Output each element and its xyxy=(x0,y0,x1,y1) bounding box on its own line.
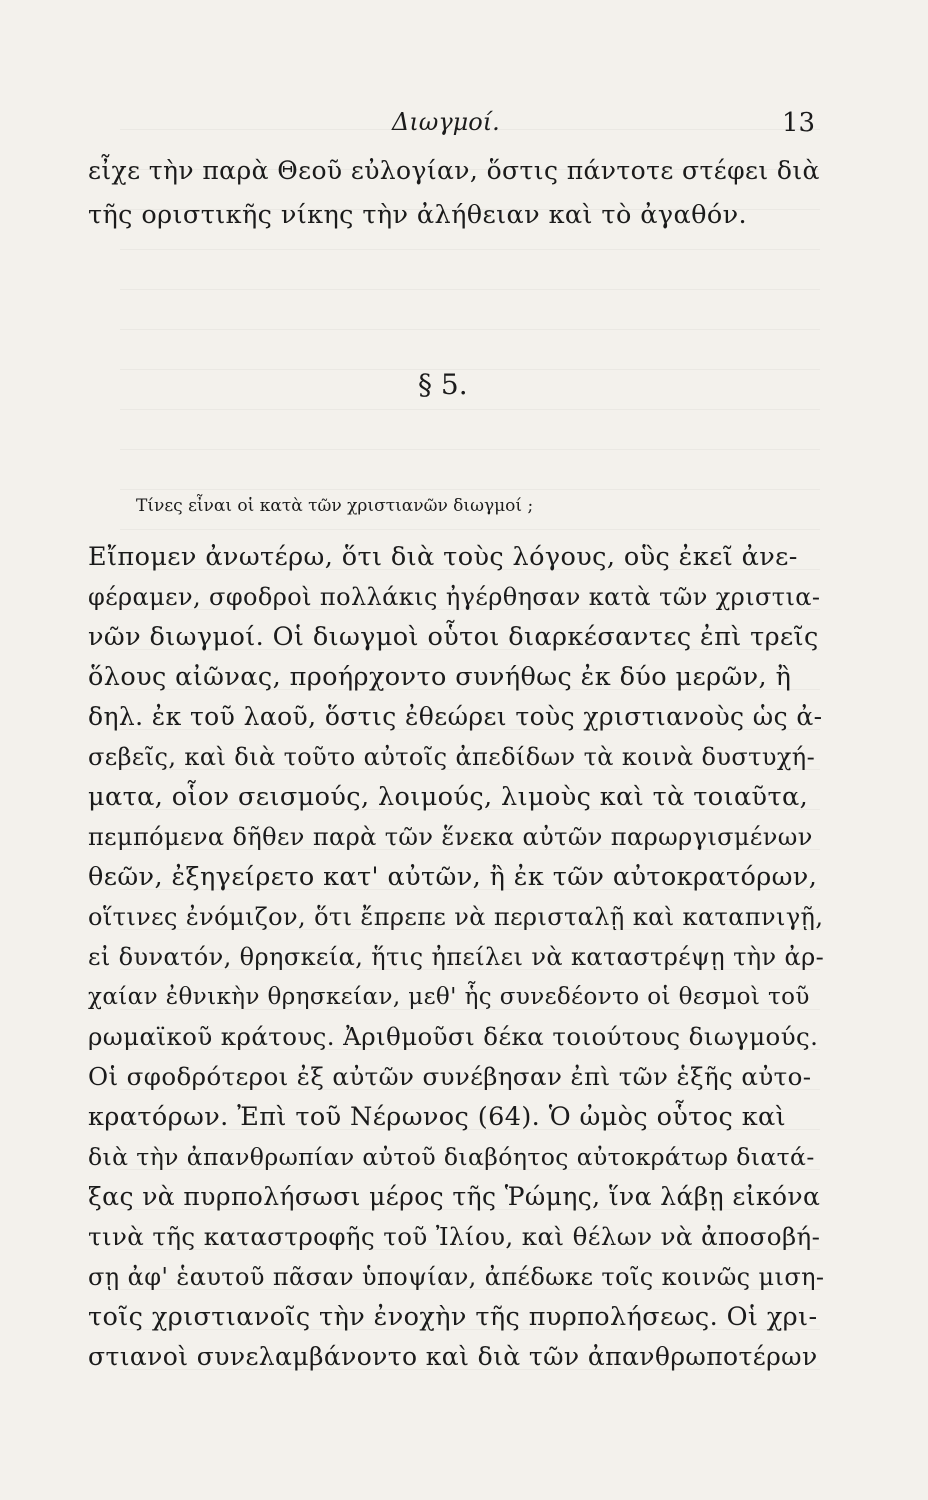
body-line: πεμπόμενα δῆθεν παρὰ τῶν ἕνεκα αὐτῶν παρωργισμένων xyxy=(88,823,813,851)
body-line: Εἴπομεν ἀνωτέρω, ὅτι διὰ τοὺς λόγους, οὓς ἐκεῖ ἀνε- xyxy=(88,542,798,572)
body-line: τινὰ τῆς καταστροφῆς τοῦ Ἰλίου, καὶ θέλων νὰ ἀποσοβή- xyxy=(88,1222,821,1251)
body-line: ξας νὰ πυρπολήσωσι μέρος τῆς Ῥώμης, ἵνα λάβῃ εἰκόνα xyxy=(88,1182,821,1211)
body-line: τοῖς χριστιανοῖς τὴν ἐνοχὴν τῆς πυρπολήσεως. Οἱ χρι- xyxy=(88,1302,818,1332)
body-line: οἵτινες ἐνόμιζον, ὅτι ἔπρεπε νὰ περισταλῇ καὶ καταπνιγῇ, xyxy=(88,903,824,931)
body-line: κρατόρων. Ἐπὶ τοῦ Νέρωνος (64). Ὁ ὠμὸς οὗτος καὶ xyxy=(88,1102,787,1132)
body-line: Οἱ σφοδρότεροι ἐξ αὐτῶν συνέβησαν ἐπὶ τῶν ἑξῆς αὐτο- xyxy=(88,1062,812,1091)
running-head xyxy=(0,108,928,148)
body-line: δηλ. ἐκ τοῦ λαοῦ, ὅστις ἐθεώρει τοὺς χριστιανοὺς ὡς ἀ- xyxy=(88,702,823,731)
body-line: φέραμεν, σφοδροὶ πολλάκις ἠγέρθησαν κατὰ τῶν χριστια- xyxy=(88,583,821,611)
intro-line: τῆς οριστικῆς νίκης τὴν ἀλήθειαν καὶ τὸ ἀγαθόν. xyxy=(88,200,747,230)
section-summary: Τίνες εἶναι οἱ κατὰ τῶν χριστιανῶν διωγμοί ; xyxy=(136,496,534,516)
intro-line: εἶχε τὴν παρὰ Θεοῦ εὐλογίαν, ὅστις πάντοτε στέφει διὰ xyxy=(88,156,820,185)
body-line: διὰ τὴν ἀπανθρωπίαν αὐτοῦ διαβόητος αὐτοκράτωρ διατά- xyxy=(88,1143,815,1171)
body-line: εἰ δυνατόν, θρησκεία, ἥτις ἠπείλει νὰ καταστρέψῃ τὴν ἀρ- xyxy=(88,943,825,971)
body-line: ρωμαϊκοῦ κράτους. Ἀριθμοῦσι δέκα τοιούτους διωγμούς. xyxy=(88,1022,819,1051)
body-line: νῶν διωγμοί. Οἱ διωγμοὶ οὗτοι διαρκέσαντες ἐπὶ τρεῖς xyxy=(88,622,819,652)
body-line: ὅλους αἰῶνας, προήρχοντο συνήθως ἐκ δύο μερῶν, ἢ xyxy=(88,662,792,692)
page-number: 13 xyxy=(782,108,816,138)
section-heading: § 5. xyxy=(418,368,468,401)
body-line: σῃ ἀφ' ἑαυτοῦ πᾶσαν ὑποψίαν, ἀπέδωκε τοῖς κοινῶς μιση- xyxy=(88,1263,825,1291)
body-line: θεῶν, ἐξηγείρετο κατ' αὐτῶν, ἢ ἐκ τῶν αὐτοκρατόρων, xyxy=(88,862,818,892)
body-line: στιανοὶ συνελαμβάνοντο καὶ διὰ τῶν ἀπανθρωποτέρων xyxy=(88,1342,818,1371)
body-line: χαίαν ἐθνικὴν θρησκείαν, μεθ' ἧς συνεδέοντο οἱ θεσμοὶ τοῦ xyxy=(88,984,810,1010)
body-line: σεβεῖς, καὶ διὰ τοῦτο αὐτοῖς ἀπεδίδων τὰ κοινὰ δυστυχή- xyxy=(88,743,816,771)
body-line: ματα, οἷον σεισμούς, λοιμούς, λιμοὺς καὶ τὰ τοιαῦτα, xyxy=(88,782,809,812)
running-head-title: Διωγμοί. xyxy=(392,108,500,136)
